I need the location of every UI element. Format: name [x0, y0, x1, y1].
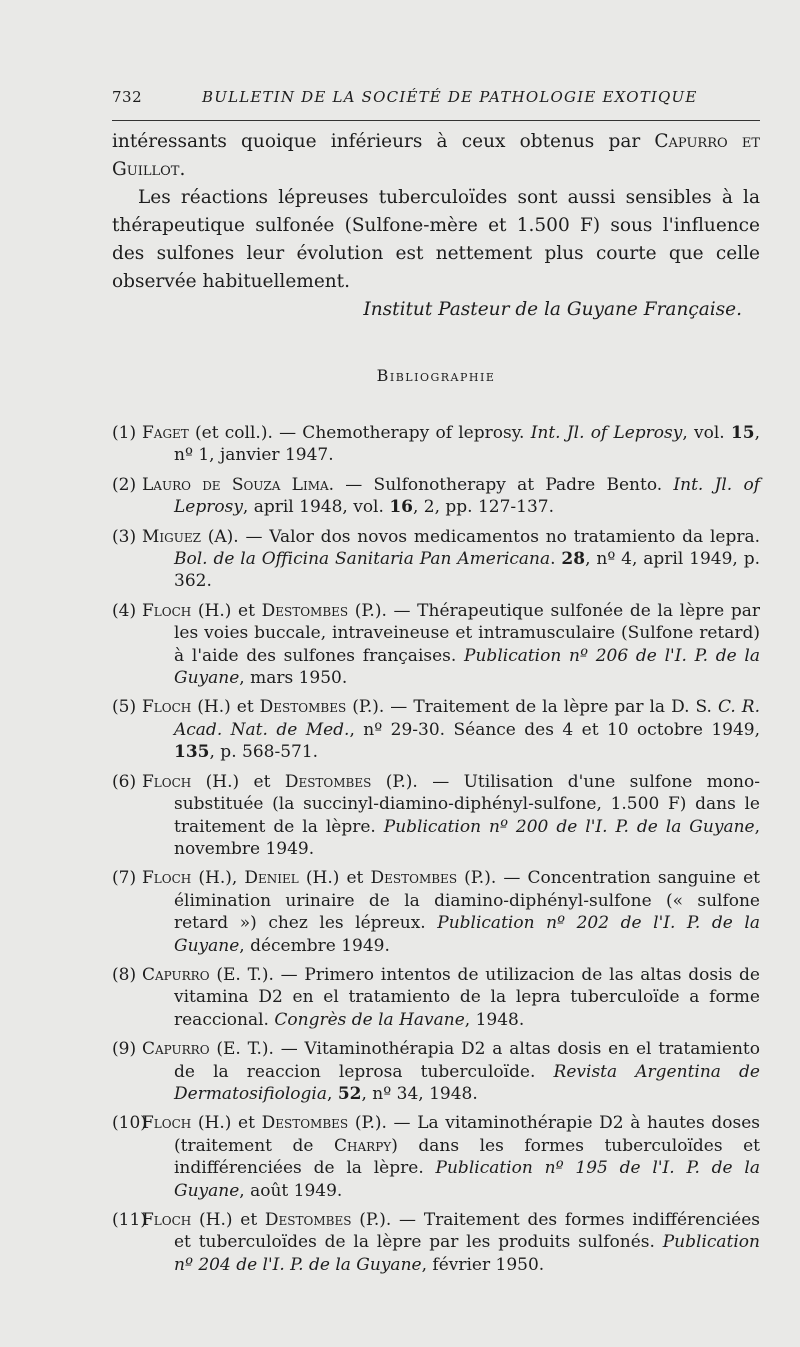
reference-list — [112, 422, 760, 1276]
reference-source: Publication nº 200 de l'I. P. de la Guyane — [383, 816, 755, 837]
reference-item — [112, 1209, 760, 1276]
paragraph: Les réactions lépreuses tuberculoïdes sont aussi sensibles à la thérapeutique sulfonée (Sulfone-mère et 1.500 F) sous l'influence des sulfones leur évolution est nettement plus courte que celle observée habituellement. — [112, 187, 760, 292]
reference-source: C. R. Acad. Nat. de Med. — [174, 697, 760, 740]
reference-text: (H.) et — [191, 600, 262, 621]
reference-author: Destombes — [259, 697, 347, 718]
reference-volume: 52 — [337, 1083, 362, 1104]
reference-author: Destombes — [370, 868, 458, 889]
reference-author: Floch — [142, 600, 192, 621]
reference-number: (7) — [112, 868, 137, 889]
reference-author: Deniel — [244, 868, 299, 889]
bibliography-heading: Bibliographie — [376, 366, 496, 385]
reference-text: , novembre 1949. — [174, 816, 760, 859]
reference-volume: 16 — [389, 497, 413, 518]
reference-source: Revista Argentina de Dermatosifiologia — [174, 1061, 760, 1104]
reference-source: Int. Jl. of Leprosy — [530, 423, 683, 443]
reference-item — [112, 600, 760, 690]
reference-item — [112, 1038, 760, 1105]
reference-text: . — [550, 549, 562, 570]
reference-text: , nº 1, janvier 1947. — [174, 423, 760, 466]
reference-item — [112, 964, 760, 1031]
reference-text: , april 1948, vol. — [242, 497, 390, 518]
reference-text: (H.) et — [191, 697, 260, 718]
body-text — [112, 128, 760, 1283]
reference-item — [112, 474, 760, 519]
reference-text: (H.), — [191, 868, 245, 889]
reference-author: Destombes — [284, 771, 372, 792]
reference-volume: 15 — [730, 423, 755, 443]
header-rule — [112, 120, 760, 121]
reference-text: , août 1949. — [239, 1180, 343, 1201]
reference-number: (8) — [112, 964, 137, 985]
reference-text: , p. 568-571. — [209, 742, 319, 763]
reference-text: (P.). — Traitement de la lèpre par la D. S. — [346, 697, 718, 718]
reference-source: Publication nº 204 de l'I. P. de la Guyane — [174, 1232, 760, 1275]
reference-item — [112, 1112, 760, 1202]
reference-text: (P.). — La vitaminothérapie D2 à hautes doses (traitement de — [174, 1113, 760, 1156]
reference-text: (P.). — Utilisation d'une sulfone mono-substituée (la succinyl-diamino-diphényl-sulfone, 1.500 F) dans le traitement de la lèpre. — [174, 771, 760, 837]
reference-number: (4) — [112, 600, 137, 621]
paragraph-continued — [112, 128, 760, 184]
reference-number: (10) — [112, 1113, 147, 1134]
reference-author: Destombes — [261, 1113, 349, 1134]
reference-text: ) dans les formes tuberculoïdes et indifférenciées de la lèpre. — [174, 1135, 760, 1179]
reference-text: (P.). — Concentration sanguine et élimination urinaire de la diamino-diphényl-sulfone (« sulfone retard ») chez les lépreux. — [174, 868, 760, 934]
reference-text: , 1948. — [464, 1009, 525, 1030]
running-title: BULLETIN DE LA SOCIÉTÉ DE PATHOLOGIE EXOTIQUE — [202, 88, 698, 106]
reference-text: , 2, pp. 127-137. — [412, 497, 555, 518]
reference-source: Publication nº 206 de l'I. P. de la Guyane — [174, 645, 760, 689]
reference-item — [112, 422, 760, 467]
reference-author: Floch — [142, 771, 192, 792]
reference-number: (11) — [112, 1210, 147, 1230]
reference-text: (H.) et — [191, 771, 285, 792]
reference-number: (3) — [112, 526, 137, 547]
reference-author: Destombes — [261, 600, 349, 621]
reference-text: (A). — Valor dos novos medicamentos no tratamiento da lepra. — [200, 526, 760, 547]
reference-text: , nº 4, april 1949, p. 362. — [174, 549, 760, 592]
reference-author: Charpy — [334, 1135, 392, 1156]
reference-volume: 28 — [561, 549, 586, 570]
reference-text: , — [327, 1083, 338, 1104]
reference-text: (P.). — Thérapeutique sulfonée de la lèpre par les voies buccale, intraveineuse et intramusculaire (Sulfone retard) à l'aide des sulfones françaises. — [174, 600, 760, 666]
reference-author: Floch — [142, 697, 192, 718]
reference-text: , février 1950. — [421, 1254, 545, 1275]
reference-text: (et coll.). — Chemotherapy of leprosy. — [188, 423, 531, 443]
reference-number: (5) — [112, 697, 137, 718]
reference-author: Lauro de Souza Lima — [142, 474, 329, 495]
reference-item — [112, 771, 760, 861]
reference-text: (H.) et — [298, 868, 371, 889]
paragraph-text: intéressants quoique inférieurs à ceux obtenus par — [112, 131, 655, 152]
reference-number: (6) — [112, 771, 137, 792]
reference-author: Miguez — [142, 526, 201, 547]
reference-source: Int. Jl. of Leprosy — [174, 474, 760, 518]
reference-source: Congrès de la Havane — [274, 1009, 465, 1030]
reference-item — [112, 696, 760, 763]
reference-source: Publication nº 195 de l'I. P. de la Guyane — [174, 1158, 760, 1201]
reference-text: , nº 34, 1948. — [361, 1083, 478, 1104]
reference-text: (P.). — Traitement des formes indifférenciées et tuberculoïdes de la lèpre par les produits sulfonés. — [174, 1210, 760, 1253]
reference-author: Capurro — [142, 1039, 210, 1060]
reference-author: Destombes — [264, 1210, 352, 1230]
reference-text: , décembre 1949. — [239, 935, 390, 956]
reference-source: Bol. de la Officina Sanitaria Pan Americana — [174, 549, 551, 570]
reference-number: (1) — [112, 423, 137, 443]
reference-text: , vol. — [682, 423, 731, 443]
reference-number: (2) — [112, 474, 137, 495]
reference-number: (9) — [112, 1039, 137, 1060]
reference-text: , mars 1950. — [239, 668, 348, 689]
reference-text: . — Sulfonotherapy at Padre Bento. — [328, 474, 674, 495]
reference-text: , nº 29-30. Séance des 4 et 10 octobre 1949, — [349, 719, 760, 740]
reference-text: (H.) et — [191, 1210, 265, 1230]
reference-author: Faget — [142, 423, 189, 443]
institution-signature: Institut Pasteur de la Guyane Française. — [363, 299, 742, 320]
reference-text: (E. T.). — Primero intentos de utilizacion de las altas dosis de vitamina D2 en el tratamiento de la lepra tuberculoïde a forme reaccional. — [174, 964, 760, 1030]
reference-item — [112, 526, 760, 593]
reference-text: (E. T.). — Vitaminothérapia D2 a altas dosis en el tratamiento de la reaccion leprosa tuberculoïde. — [174, 1039, 760, 1082]
page-number: 732 — [112, 88, 143, 106]
author-name: Capurro et Guillot — [112, 131, 760, 180]
reference-text: (H.) et — [191, 1113, 262, 1134]
reference-author: Floch — [142, 1210, 192, 1230]
reference-author: Floch — [142, 1113, 192, 1134]
reference-author: Capurro — [142, 964, 210, 985]
reference-item — [112, 867, 760, 957]
reference-source: Publication nº 202 de l'I. P. de la Guyane — [174, 913, 760, 956]
paragraph-end: . — [179, 159, 186, 180]
reference-author: Floch — [142, 868, 192, 889]
reference-volume: 135 — [174, 742, 210, 763]
